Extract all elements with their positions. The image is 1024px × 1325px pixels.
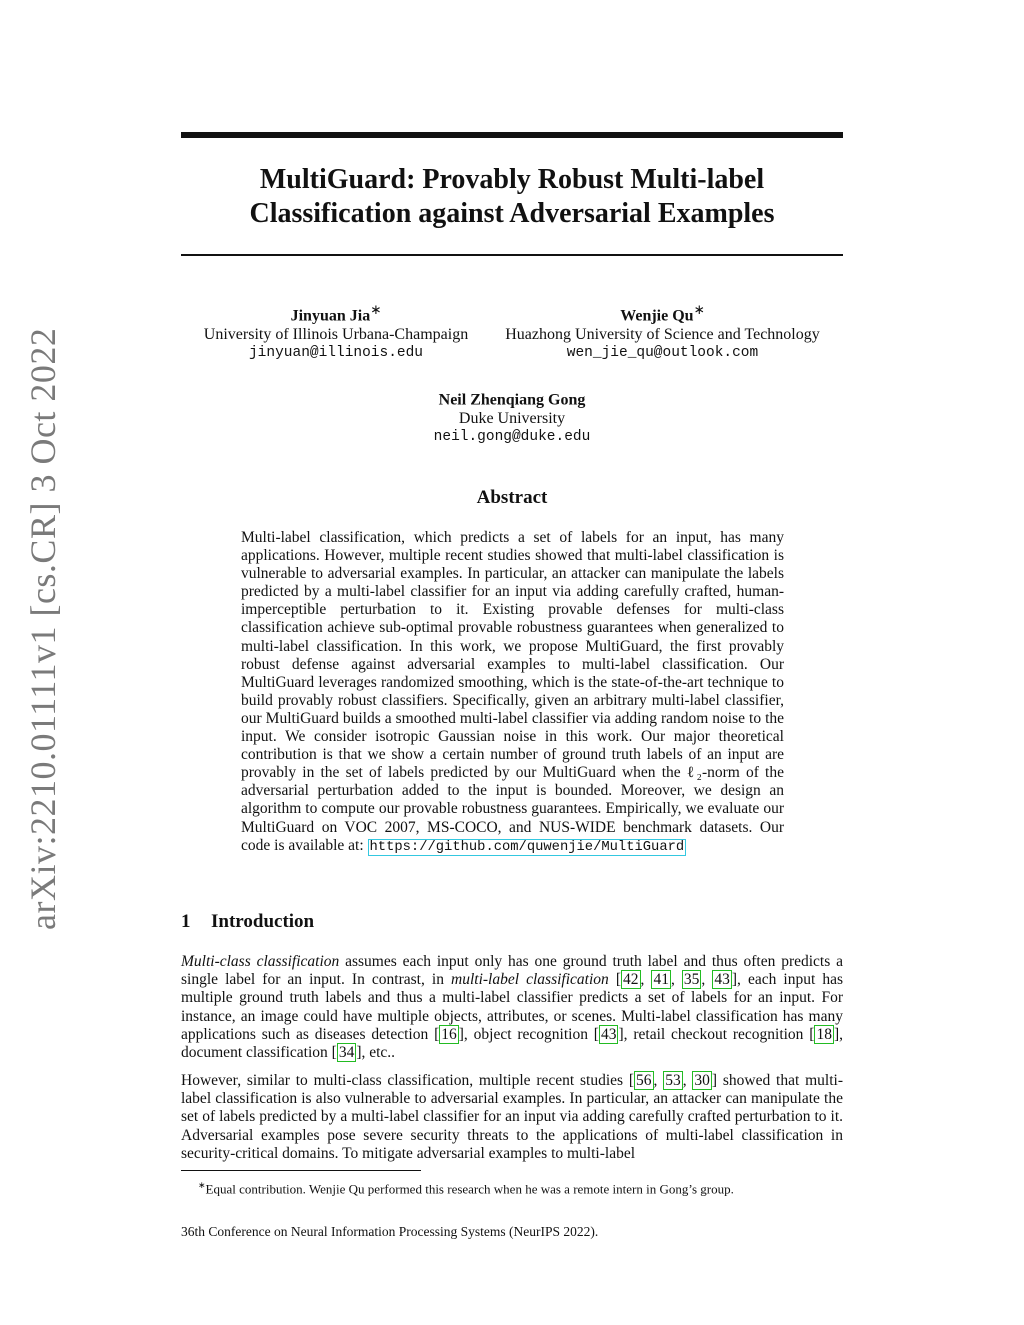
conference-note: 36th Conference on Neural Information Processing Systems (NeurIPS 2022). <box>181 1224 599 1239</box>
author-affiliation: University of Illinois Urbana-Champaign <box>203 326 469 344</box>
citation-link[interactable]: 30 <box>694 1072 710 1089</box>
abstract-heading: Abstract <box>476 487 548 508</box>
section-number: 1 <box>181 911 191 932</box>
author-affiliation: Duke University <box>458 410 566 428</box>
author-block <box>490 300 835 363</box>
author-block <box>181 300 491 363</box>
author-name: Wenjie Qu <box>620 307 694 325</box>
citation-link[interactable]: 18 <box>816 1025 832 1043</box>
citation-link[interactable]: 16 <box>441 1025 457 1043</box>
footnote-mark: ∗ <box>198 1180 206 1190</box>
equal-contribution-mark: ∗ <box>693 302 705 317</box>
author-name: Jinyuan Jia <box>290 307 371 325</box>
arxiv-identifier: arXiv:2210.01111v1 [cs.CR] 3 Oct 2022 <box>23 327 63 930</box>
author-affiliation: Huazhong University of Science and Technology <box>505 326 820 344</box>
citation-link[interactable]: 41 <box>653 971 669 989</box>
abstract-body: Multi-label classification, which predicts a set of labels for an input, has many applications. However, multiple recent studies showed that multi-label classification is vulnerable to adversarial examples. In particular, an attacker can manipulate the labels predicted by a multi-label classifier for an input via adding carefully crafted, human-imperceptible perturbation to it. Existing provable defenses for multi-class classification achieve sub-optimal provable robustness guarantees when generalized to multi-label classification. In this work, we propose MultiGuard, the first provably robust defense against adversarial examples to multi-label classification. Our MultiGuard leverages randomized smoothing, which is the state-of-the-art technique to build provably robust classifiers. Specifically, given an arbitrary multi-label classifier, our MultiGuard builds a smoothed multi-label classifier via adding random noise to the input. We consider isotropic Gaussian noise in this work. Our major theoretical contribution is that we show a certain number of ground truth labels of an input are provably in the set of labels predicted by our MultiGuard when the ℓ₂-norm of the adversarial perturbation added to the input is bounded. Moreover, we design an algorithm to compute our provable robustness guarantees. Empirically, we evaluate our MultiGuard on VOC 2007, MS-COCO, and NUS-WIDE benchmark datasets. Our code is available at: https://github.com/quwenjie/MultiGuard <box>241 529 784 855</box>
section-heading <box>181 911 314 933</box>
author-email[interactable]: wen_jie_qu@outlook.com <box>566 345 759 362</box>
footnote: ∗Equal contribution. Wenjie Qu performed this research when he was a remote intern in Gong’s group. <box>198 1180 734 1197</box>
author-block <box>340 384 684 447</box>
intro-paragraph-2: However, similar to multi-class classification, multiple recent studies [ 56 , 53 , 30 ] showed that multi-label classification is also vulnerable to adversarial examples. In particular, an attacker can manipulate the set of labels predicted by a multi-label classifier for an input via adding carefully crafted perturbation to it. Adversarial examples pose severe security threats to the applications of multi-label classification in security-critical domains. To mitigate adversarial examples to multi-label <box>181 1072 843 1162</box>
title-rule-top <box>181 132 843 138</box>
equal-contribution-mark: ∗ <box>370 302 382 317</box>
citation-link[interactable]: 35 <box>683 971 700 989</box>
paper-title: MultiGuard: Provably Robust Multi-label Classification against Adversarial Examples <box>249 164 775 229</box>
code-link[interactable]: https://github.com/quwenjie/MultiGuard <box>369 839 685 855</box>
citation-link[interactable]: 56 <box>636 1072 652 1089</box>
citation-link[interactable]: 53 <box>665 1072 681 1089</box>
author-name: Neil Zhenqiang Gong <box>438 391 586 409</box>
citation-link[interactable]: 34 <box>338 1044 355 1062</box>
author-email[interactable]: jinyuan@illinois.edu <box>248 345 424 362</box>
footnote-rule <box>181 1170 421 1171</box>
citation-link[interactable]: 42 <box>623 971 639 989</box>
citation-link[interactable]: 43 <box>600 1025 617 1043</box>
intro-paragraph-1: Multi-class classification assumes each input only has one ground truth label and thus often predicts a single label for an input. In contrast, in multi-label classification [ 42 , 41 , 35 , 43 ], each input has multiple ground truth labels and thus a multi-label classifier predicts a set of labels for an input. For instance, an image could have multiple objects, attributes, or scenes. Multi-label classification has many applications such as diseases detection [ 16 ], object recognition [ 43 ], retail checkout recognition [ 18 ], document classification [ 34 ], etc.. <box>181 953 844 1062</box>
section-title: Introduction <box>211 911 315 932</box>
title-rule-bottom <box>181 254 843 256</box>
citation-link[interactable]: 43 <box>714 971 730 989</box>
l2-norm-symbol: ℓ₂ <box>686 764 702 782</box>
author-email[interactable]: neil.gong@duke.edu <box>433 429 591 446</box>
